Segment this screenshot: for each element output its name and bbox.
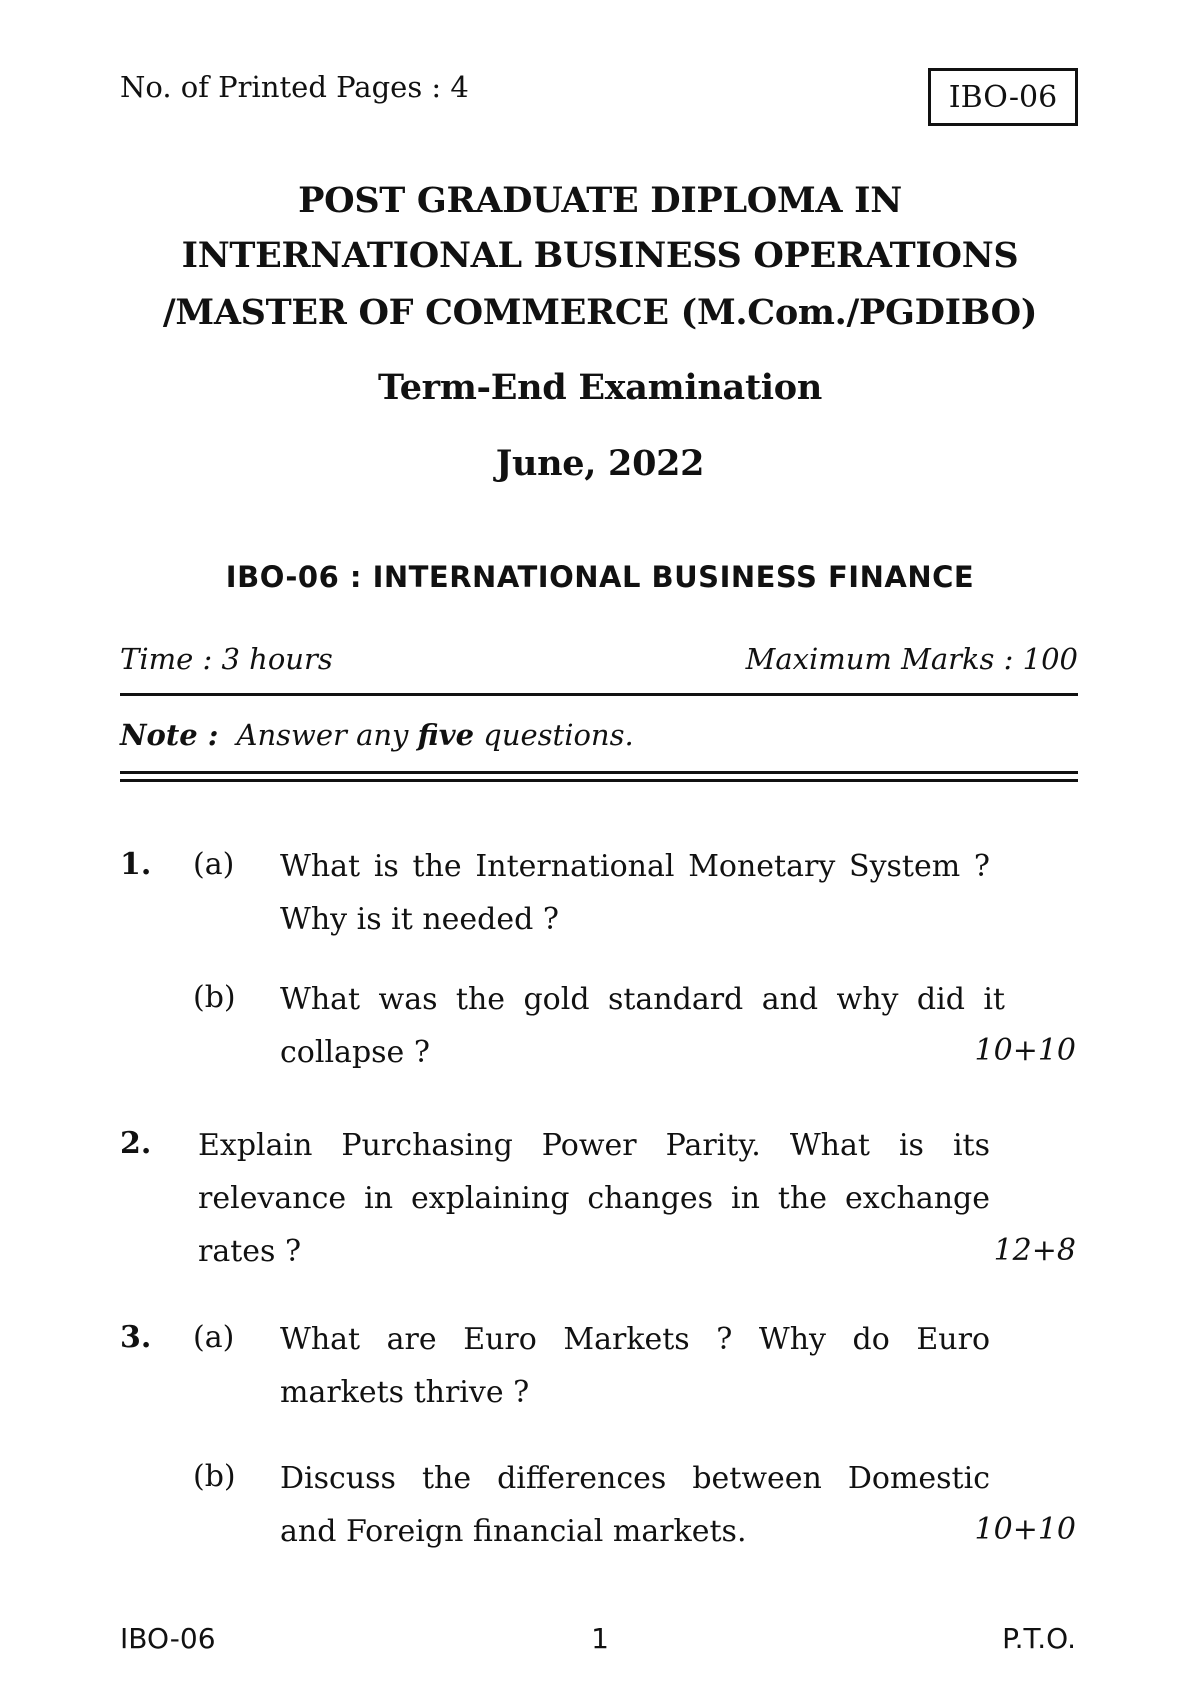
question-3-number: 3. — [120, 1320, 152, 1355]
question-1a-label: (a) — [193, 847, 235, 882]
exam-date: June, 2022 — [495, 443, 705, 484]
question-2-marks: 12+8 — [993, 1233, 1076, 1268]
paper-title: IBO-06 : INTERNATIONAL BUSINESS FINANCE — [225, 560, 975, 594]
programme-title-line-3: /MASTER OF COMMERCE (M.Com./PGDIBO) — [162, 292, 1038, 333]
question-1-marks: 10+10 — [974, 1033, 1076, 1068]
note-emphasis: five — [417, 718, 475, 752]
programme-title-line-1: POST GRADUATE DIPLOMA IN — [298, 180, 902, 221]
note-label: Note : — [120, 718, 219, 752]
question-2-text: Explain Purchasing Power Parity. What is its relevance in explaining changes in the exchange rates ? — [198, 1128, 990, 1269]
double-divider-top — [120, 771, 1078, 774]
exam-name: Term-End Examination — [377, 367, 822, 408]
footer-paper-code: IBO-06 — [120, 1622, 216, 1655]
question-1b-text: What was the gold standard and why did it collapse ? — [280, 982, 1005, 1070]
printed-pages-count: No. of Printed Pages : 4 — [120, 70, 469, 104]
double-divider-bottom — [120, 779, 1078, 782]
question-3a-label: (a) — [193, 1320, 235, 1355]
note-text-before: Answer any — [236, 718, 418, 752]
question-1-number: 1. — [120, 847, 152, 882]
question-2-number: 2. — [120, 1126, 152, 1161]
question-3a-text: What are Euro Markets ? Why do Euro markets thrive ? — [280, 1322, 990, 1410]
divider — [120, 693, 1078, 696]
question-3b-label: (b) — [193, 1459, 236, 1494]
instructions-note — [120, 718, 634, 752]
question-1a-text: What is the International Monetary System ? Why is it needed ? — [280, 849, 990, 937]
time-allowed: Time : 3 hours — [120, 642, 333, 676]
question-3-marks: 10+10 — [974, 1512, 1076, 1547]
question-1b-label: (b) — [193, 980, 236, 1015]
question-3b-text: Discuss the differences between Domestic and Foreign financial markets. — [280, 1461, 990, 1549]
time-marks-row — [120, 642, 1078, 676]
programme-title-line-2: INTERNATIONAL BUSINESS OPERATIONS — [181, 235, 1019, 276]
paper-code-box: IBO-06 — [928, 68, 1078, 126]
footer-page-number: 1 — [591, 1622, 609, 1655]
footer-pto: P.T.O. — [1002, 1622, 1076, 1655]
maximum-marks: Maximum Marks : 100 — [745, 642, 1078, 676]
note-text-after: questions. — [474, 718, 634, 752]
